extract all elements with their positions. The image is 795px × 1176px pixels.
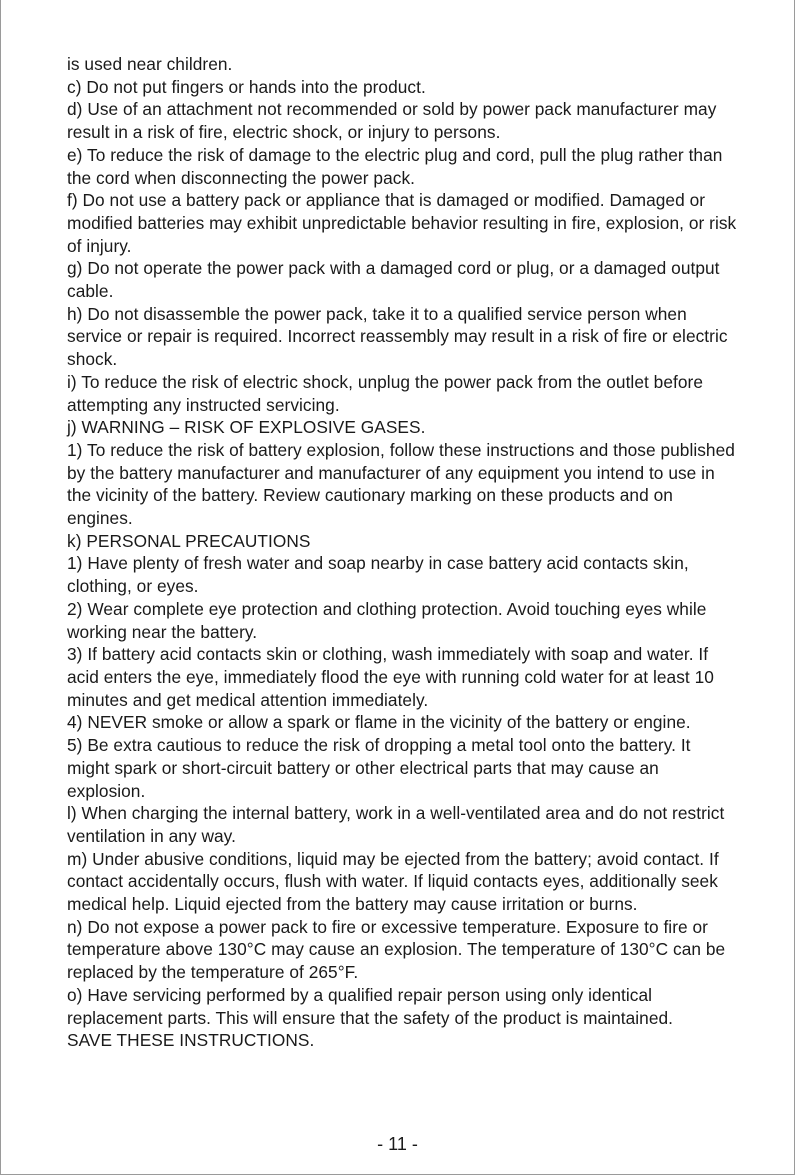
paragraph-continuation: is used near children.	[67, 54, 233, 74]
paragraph-k-3: 3) If battery acid contacts skin or clothing, wash immediately with soap and water. If acid enters the eye, immediately flood the eye with running cold water for at least 10 minutes and get medical attention immediately.	[67, 644, 714, 710]
paragraph-o: o) Have servicing performed by a qualified repair person using only identical replacement parts. This will ensure that the safety of the product is maintained.	[67, 984, 674, 1028]
paragraph-k-1: 1) Have plenty of fresh water and soap nearby in case battery acid contacts skin, clothing, or eyes.	[67, 553, 689, 597]
paragraph-k-2: 2) Wear complete eye protection and clothing protection. Avoid touching eyes while working near the battery.	[67, 598, 707, 642]
paragraph-f: f) Do not use a battery pack or appliance that is damaged or modified. Damaged or modified batteries may exhibit unpredictable behavior resulting in fire, explosion, or risk of injury.	[67, 190, 737, 256]
paragraph-k-5: 5) Be extra cautious to reduce the risk of dropping a metal tool onto the battery. It might spark or short-circuit battery or other electrical parts that may cause an explosion.	[67, 735, 691, 801]
paragraph-l: l) When charging the internal battery, work in a well-ventilated area and do not restrict ventilation in any way.	[67, 803, 725, 846]
paragraph-d: d) Use of an attachment not recommended or sold by power pack manufacturer may result in a risk of fire, electric shock, or injury to persons.	[67, 99, 717, 143]
paragraph-i: i) To reduce the risk of electric shock, unplug the power pack from the outlet before attempting any instructed servicing.	[67, 371, 703, 415]
instructions-text	[67, 53, 737, 1052]
page-number: - 11 -	[377, 1134, 418, 1154]
paragraph-n: n) Do not expose a power pack to fire or excessive temperature. Exposure to fire or temperature above 130°C may cause an explosion. The temperature of 130°C can be replaced by the temperature of 265°F.	[67, 916, 726, 983]
paragraph-g: g) Do not operate the power pack with a damaged cord or plug, or a damaged output cable.	[67, 258, 720, 302]
paragraph-k-4: 4) NEVER smoke or allow a spark or flame in the vicinity of the battery or engine.	[67, 712, 691, 733]
paragraph-c: c) Do not put fingers or hands into the product.	[67, 76, 426, 97]
paragraph-e: e) To reduce the risk of damage to the electric plug and cord, pull the plug rather than the cord when disconnecting the power pack.	[67, 144, 723, 188]
paragraph-j-warning: j) WARNING – RISK OF EXPLOSIVE GASES.	[67, 417, 426, 438]
paragraph-k-heading: k) PERSONAL PRECAUTIONS	[67, 530, 311, 551]
paragraph-h: h) Do not disassemble the power pack, take it to a qualified service person when service or repair is required. Incorrect reassembly may result in a risk of fire or electric shock.	[67, 303, 728, 370]
paragraph-j-1: 1) To reduce the risk of battery explosion, follow these instructions and those published by the battery manufacturer and manufacturer of any equipment you intend to use in the vicinity of the battery. Review cautionary marking on these products and on engines.	[67, 439, 735, 529]
save-instructions: SAVE THESE INSTRUCTIONS.	[67, 1030, 315, 1051]
paragraph-m: m) Under abusive conditions, liquid may be ejected from the battery; avoid contact. If contact accidentally occurs, flush with water. If liquid contacts eyes, additionally seek medical help. Liquid ejected from the battery may cause irritation or burns.	[67, 848, 719, 915]
